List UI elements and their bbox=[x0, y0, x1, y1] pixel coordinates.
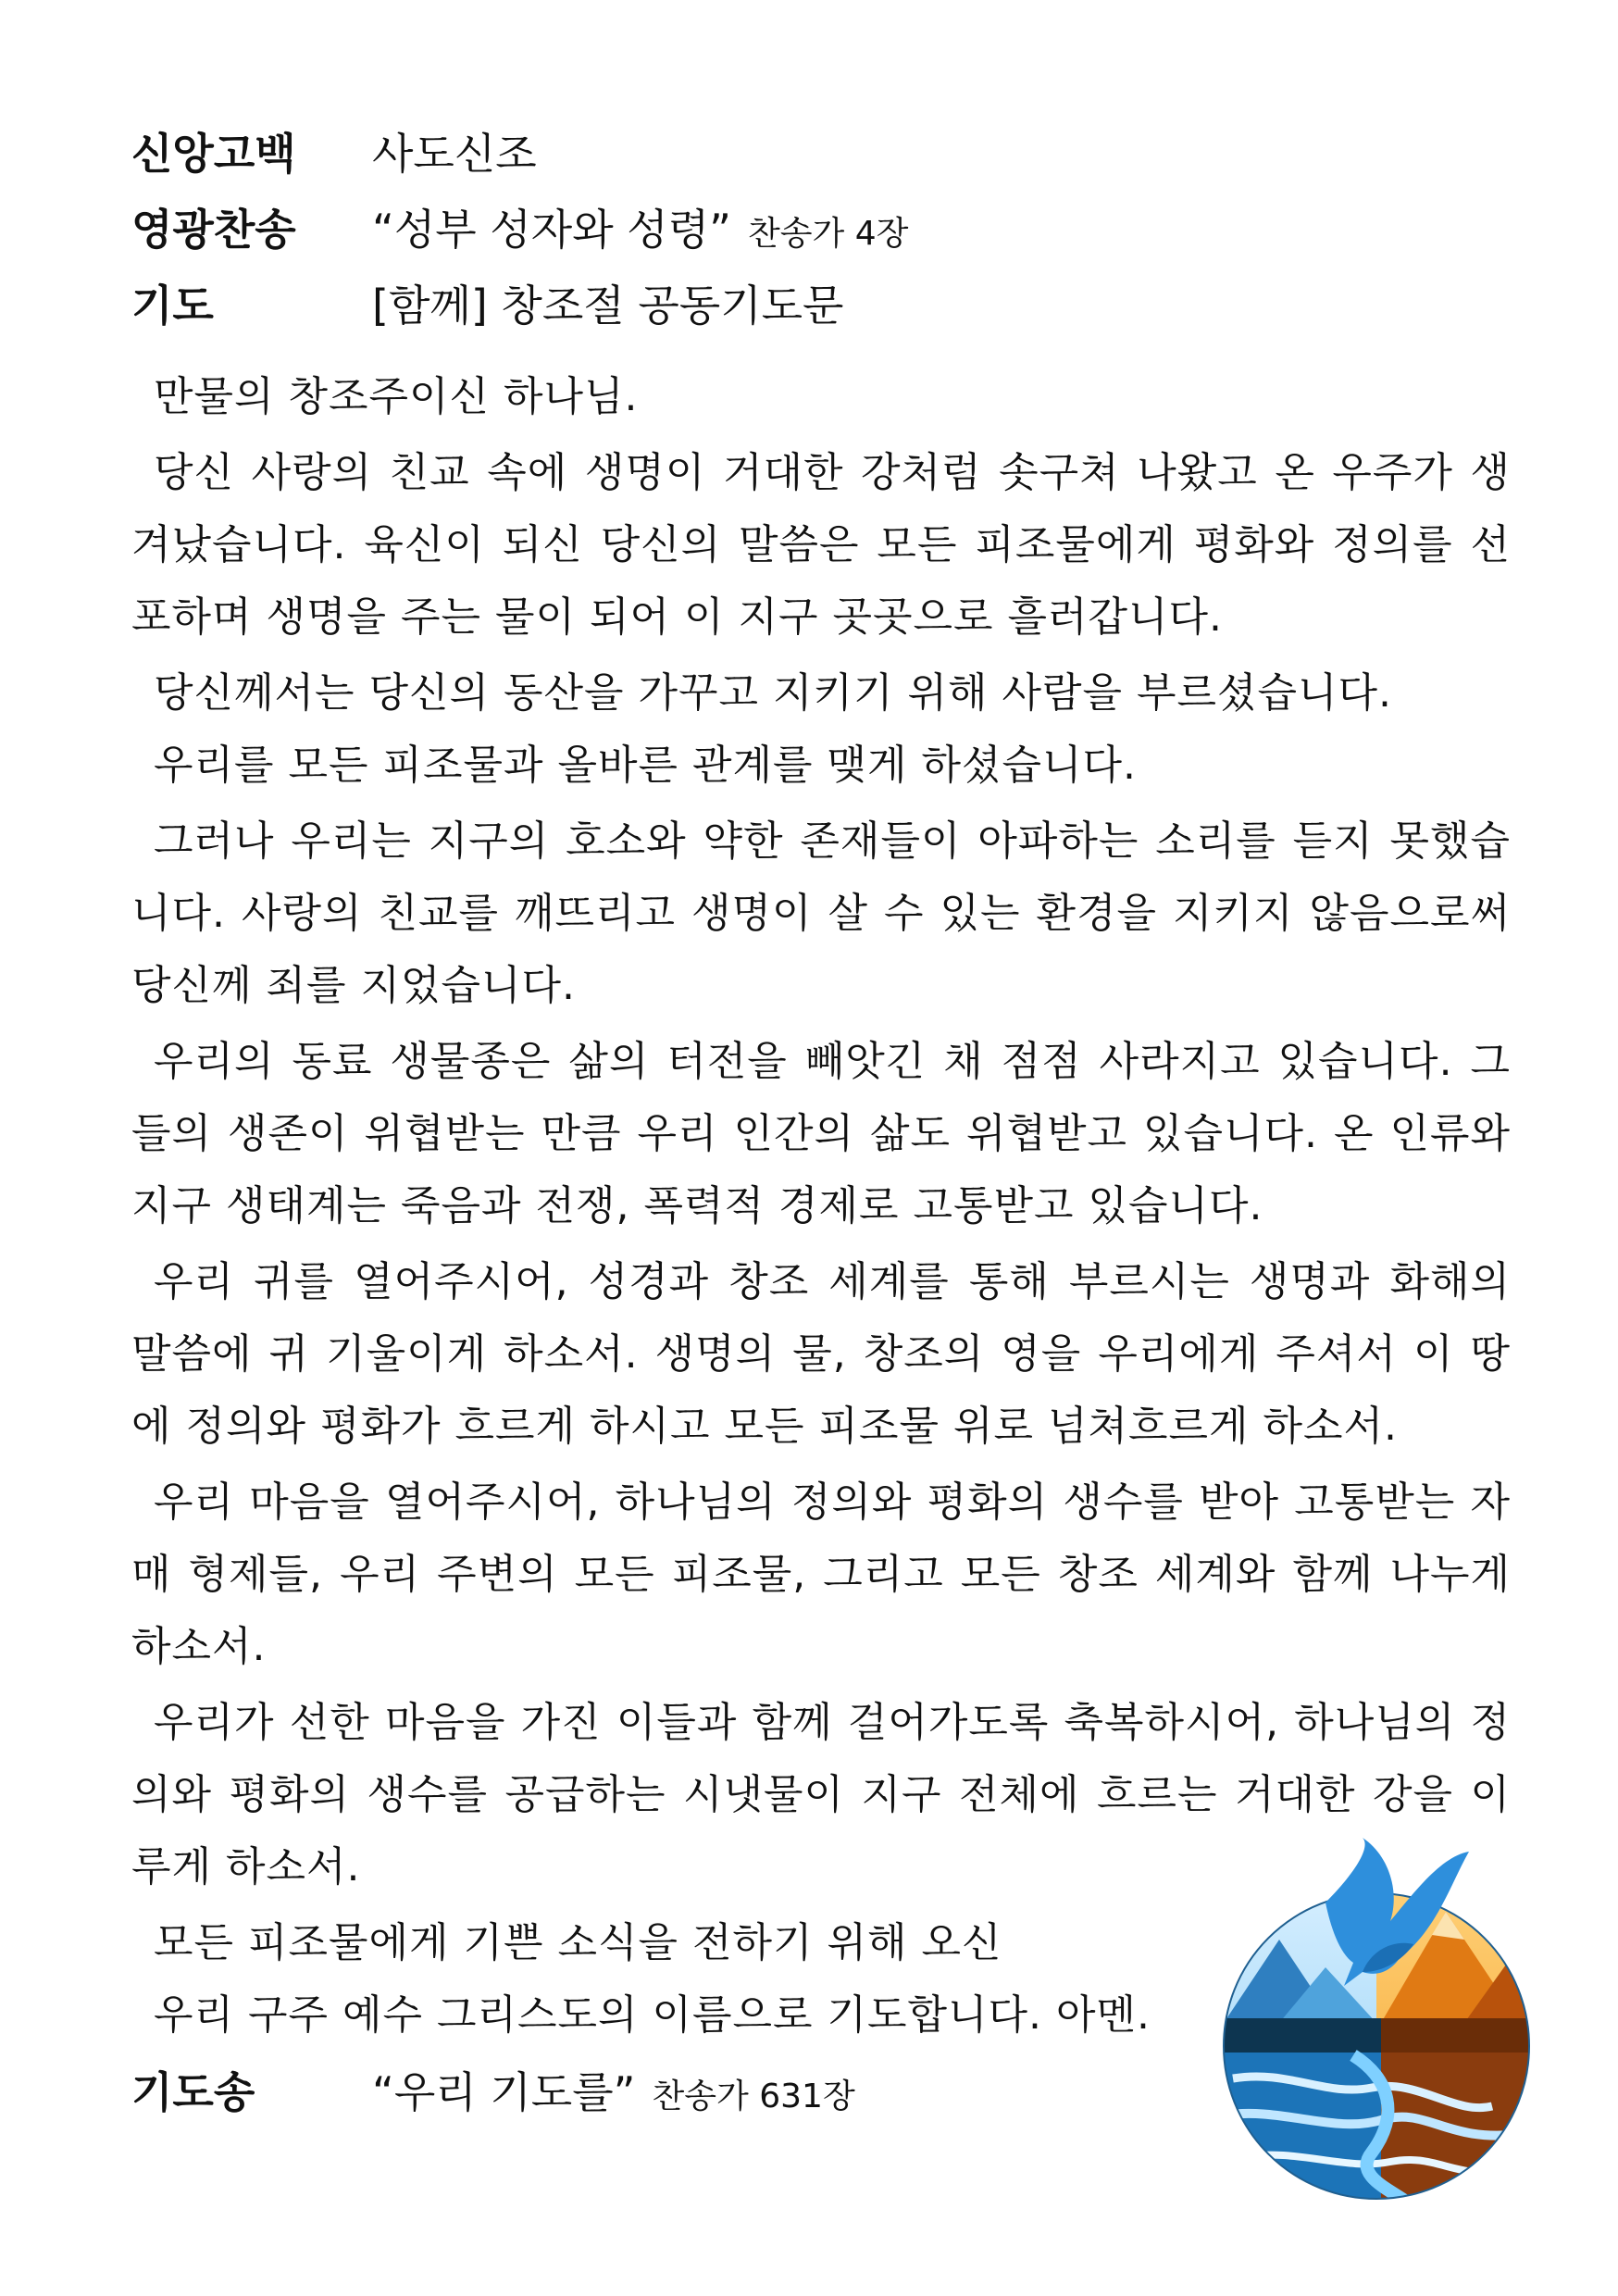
prayer-line: 우리를 모든 피조물과 올바른 관계를 맺게 하셨습니다. bbox=[154, 742, 1137, 789]
prayer-paragraph: 그러나 우리는 지구의 호소와 약한 존재들이 아파하는 소리를 듣지 못했습니다. 사랑의 친교를 깨뜨리고 생명이 살 수 있는 환경을 지키지 않음으로써 당신께 죄를 지었습니다. bbox=[131, 817, 1511, 1009]
order-title: “우리 기도를” bbox=[372, 2067, 636, 2117]
order-title: “성부 성자와 성령” bbox=[372, 205, 731, 255]
hymn-number: 찬송가 4장 bbox=[747, 215, 909, 253]
prayer-paragraph: 당신 사랑의 친교 속에 생명이 거대한 강처럼 솟구쳐 나왔고 온 우주가 생겨났습니다. 육신이 되신 당신의 말씀은 모든 피조물에게 평화와 정의를 선포하며 생명을 주는 물이 되어 이 지구 곳곳으로 흘러갑니다. bbox=[131, 449, 1511, 641]
order-item-doxology bbox=[131, 196, 1511, 272]
prayer-line: 당신께서는 당신의 동산을 가꾸고 지키기 위해 사람을 부르셨습니다. bbox=[154, 669, 1392, 717]
order-item-prayer bbox=[131, 272, 1511, 348]
order-title: [함께] 창조절 공동기도문 bbox=[372, 281, 844, 331]
order-label: 기도송 bbox=[131, 2067, 255, 2117]
order-label: 신앙고백 bbox=[131, 129, 296, 179]
prayer-line: 우리 구주 예수 그리스도의 이름으로 기도합니다. 아멘. bbox=[154, 1991, 1151, 2039]
order-item-creed bbox=[131, 120, 1511, 196]
prayer-line: 모든 피조물에게 기쁜 소식을 전하기 위해 오신 bbox=[154, 1919, 1002, 1966]
hymn-number: 찬송가 631장 bbox=[652, 2078, 855, 2115]
order-title: 사도신조 bbox=[372, 129, 537, 179]
creation-season-emblem bbox=[1214, 1838, 1548, 2203]
prayer-line: 만물의 창조주이신 하나님. bbox=[154, 373, 639, 420]
bulletin-page bbox=[131, 120, 1511, 2135]
order-label: 기도 bbox=[131, 281, 214, 331]
prayer-paragraph: 우리의 동료 생물종은 삶의 터전을 빼앗긴 채 점점 사라지고 있습니다. 그들의 생존이 위협받는 만큼 우리 인간의 삶도 위협받고 있습니다. 온 인류와 지구 생태계는 죽음과 전쟁, 폭력적 경제로 고통받고 있습니다. bbox=[131, 1038, 1511, 1229]
prayer-paragraph: 우리 마음을 열어주시어, 하나님의 정의와 평화의 생수를 받아 고통받는 자매 형제들, 우리 주변의 모든 피조물, 그리고 모든 창조 세계와 함께 나누게 하소서. bbox=[131, 1479, 1511, 1670]
order-label: 영광찬송 bbox=[131, 205, 296, 255]
prayer-paragraph: 우리 귀를 열어주시어, 성경과 창조 세계를 통해 부르시는 생명과 화해의 말씀에 귀 기울이게 하소서. 생명의 물, 창조의 영을 우리에게 주셔서 이 땅에 정의와 평화가 흐르게 하시고 모든 피조물 위로 넘쳐흐르게 하소서. bbox=[131, 1258, 1511, 1450]
prayer-paragraph: 우리가 선한 마음을 가진 이들과 함께 걸어가도록 축복하시어, 하나님의 정의와 평화의 생수를 공급하는 시냇물이 지구 전체에 흐르는 거대한 강을 이루게 하소서. bbox=[131, 1699, 1511, 1890]
